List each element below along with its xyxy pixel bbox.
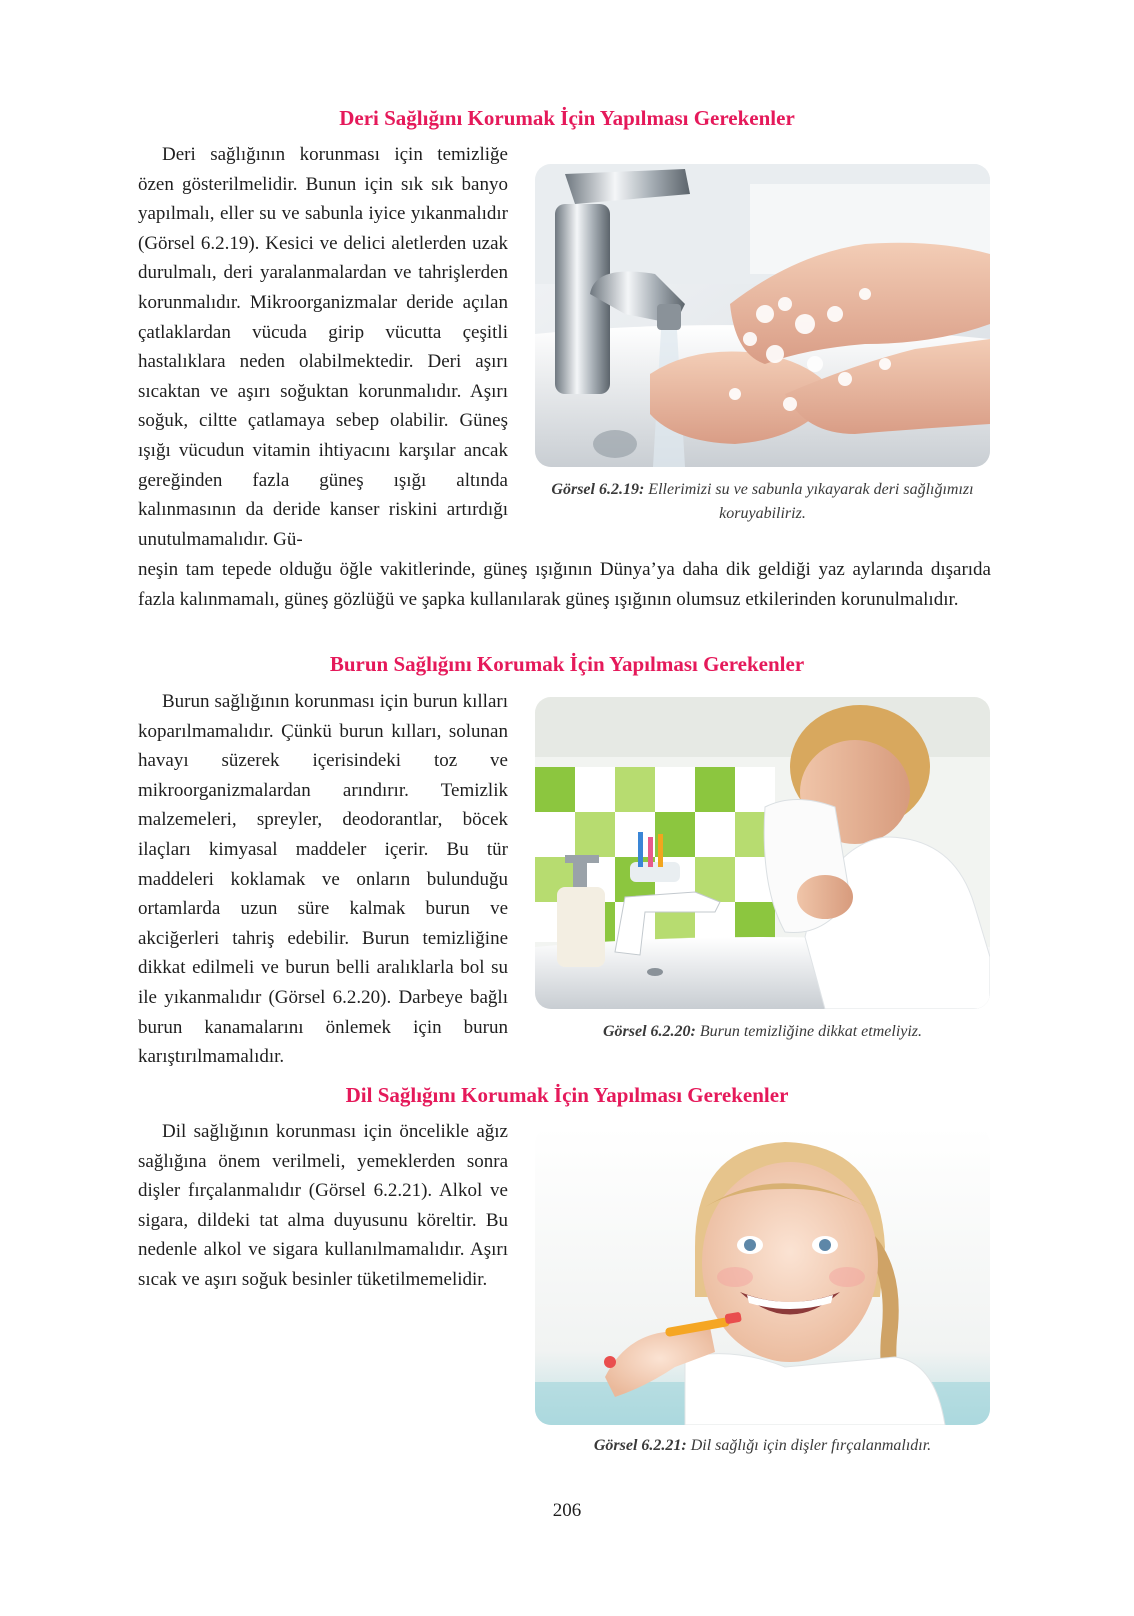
figure-caption-6-2-20 (535, 1020, 990, 1044)
figure-face-washing (535, 697, 990, 1009)
figure-label: Görsel 6.2.21: (593, 1437, 687, 1454)
skin-paragraph-top: Deri sağlığının korunması için temizliğe özen gösterilmelidir. Bunun için sık sık banyo yapılmalı, eller su ve sabunla iyice yıkanmalıdır (Görsel 6.2.19). Kesici ve delici aletlerden uzak durulmalı, deri yaralanmalardan ve tahrişlerden korunmalıdır. Mikroorganizmalar deride açılan çatlaklardan vücuda girip vücutta çeşitli hastalıklara neden olabilmektedir. Deri aşırı sıcaktan ve aşırı soğuktan korunmalıdır. Aşırı soğuk, ciltte çatlamaya sebep olabilir. Güneş ışığı vücudun vitamin ihtiyacını karşılar ancak gereğinden fazla güneş ışığı altında kalınmasının da deride kanser riskini artırdığı unutulmamalıdır. Gü- (138, 144, 508, 550)
figure-label: Görsel 6.2.19: (551, 481, 645, 498)
figure-tooth-brushing (535, 1127, 990, 1425)
page-number: 206 (552, 1500, 582, 1521)
nose-paragraph: Burun sağlığının korunması için burun kılları koparılmamalıdır. Çünkü burun kılları, solunan havayı süzerek içerisindeki toz ve mikroorganizmalardan arındırır. Temizlik malzemeleri, spreyler, deodorantlar, böcek ilaçları kimyasal maddeler içerir. Bu tür maddeleri koklamak ve onların bulunduğu ortamlarda uzun süre kalmak burun ve akciğerleri tahriş edebilir. Burun temizliğine dikkat edilmeli ve burun belli aralıklarla bol su ile yıkanmalıdır (Görsel 6.2.20). Darbeye bağlı burun kanamalarını önlemek için burun karıştırılmamalıdır. (138, 691, 508, 1068)
tooth-brushing-illustration (535, 1127, 990, 1425)
section-heading-tongue: Dil Sağlığını Korumak İçin Yapılması Gerekenler (345, 1083, 789, 1107)
skin-paragraph-full: neşin tam tepede olduğu öğle vakitlerinde, güneş ışığının Dünya’ya daha dik geldiği yaz aylarında dışarıda fazla kalınmamalı, güneş gözlüğü ve şapka kullanılarak güneş ışığının olumsuz etkilerinden korunulmalıdır. (138, 559, 991, 610)
figure-caption-text: Ellerimizi su ve sabunla yıkayarak deri sağlığımızı koruyabiliriz. (648, 481, 974, 522)
figure-caption-6-2-21 (535, 1434, 990, 1458)
hand-washing-illustration (535, 164, 990, 467)
face-washing-illustration (535, 697, 990, 1009)
figure-hand-washing (535, 164, 990, 467)
tongue-paragraph: Dil sağlığının korunması için öncelikle ağız sağlığına önem verilmeli, yemeklerden sonra dişler fırçalanmalıdır (Görsel 6.2.21). Alkol ve sigara, dildeki tat alma duyusunu köreltir. Bu nedenle alkol ve sigara kullanılmamalıdır. Aşırı sıcak ve aşırı soğuk besinler tüketilmemelidir. (138, 1121, 508, 1290)
figure-caption-text: Burun temizliğine dikkat etmeliyiz. (699, 1023, 923, 1040)
section-heading-skin: Deri Sağlığını Korumak İçin Yapılması Gerekenler (339, 106, 795, 130)
section-heading-nose: Burun Sağlığını Korumak İçin Yapılması Gerekenler (329, 652, 805, 676)
figure-caption-text: Dil sağlığı için dişler fırçalanmalıdır. (690, 1437, 932, 1454)
figure-label: Görsel 6.2.20: (602, 1023, 696, 1040)
figure-caption-6-2-19 (535, 478, 990, 526)
